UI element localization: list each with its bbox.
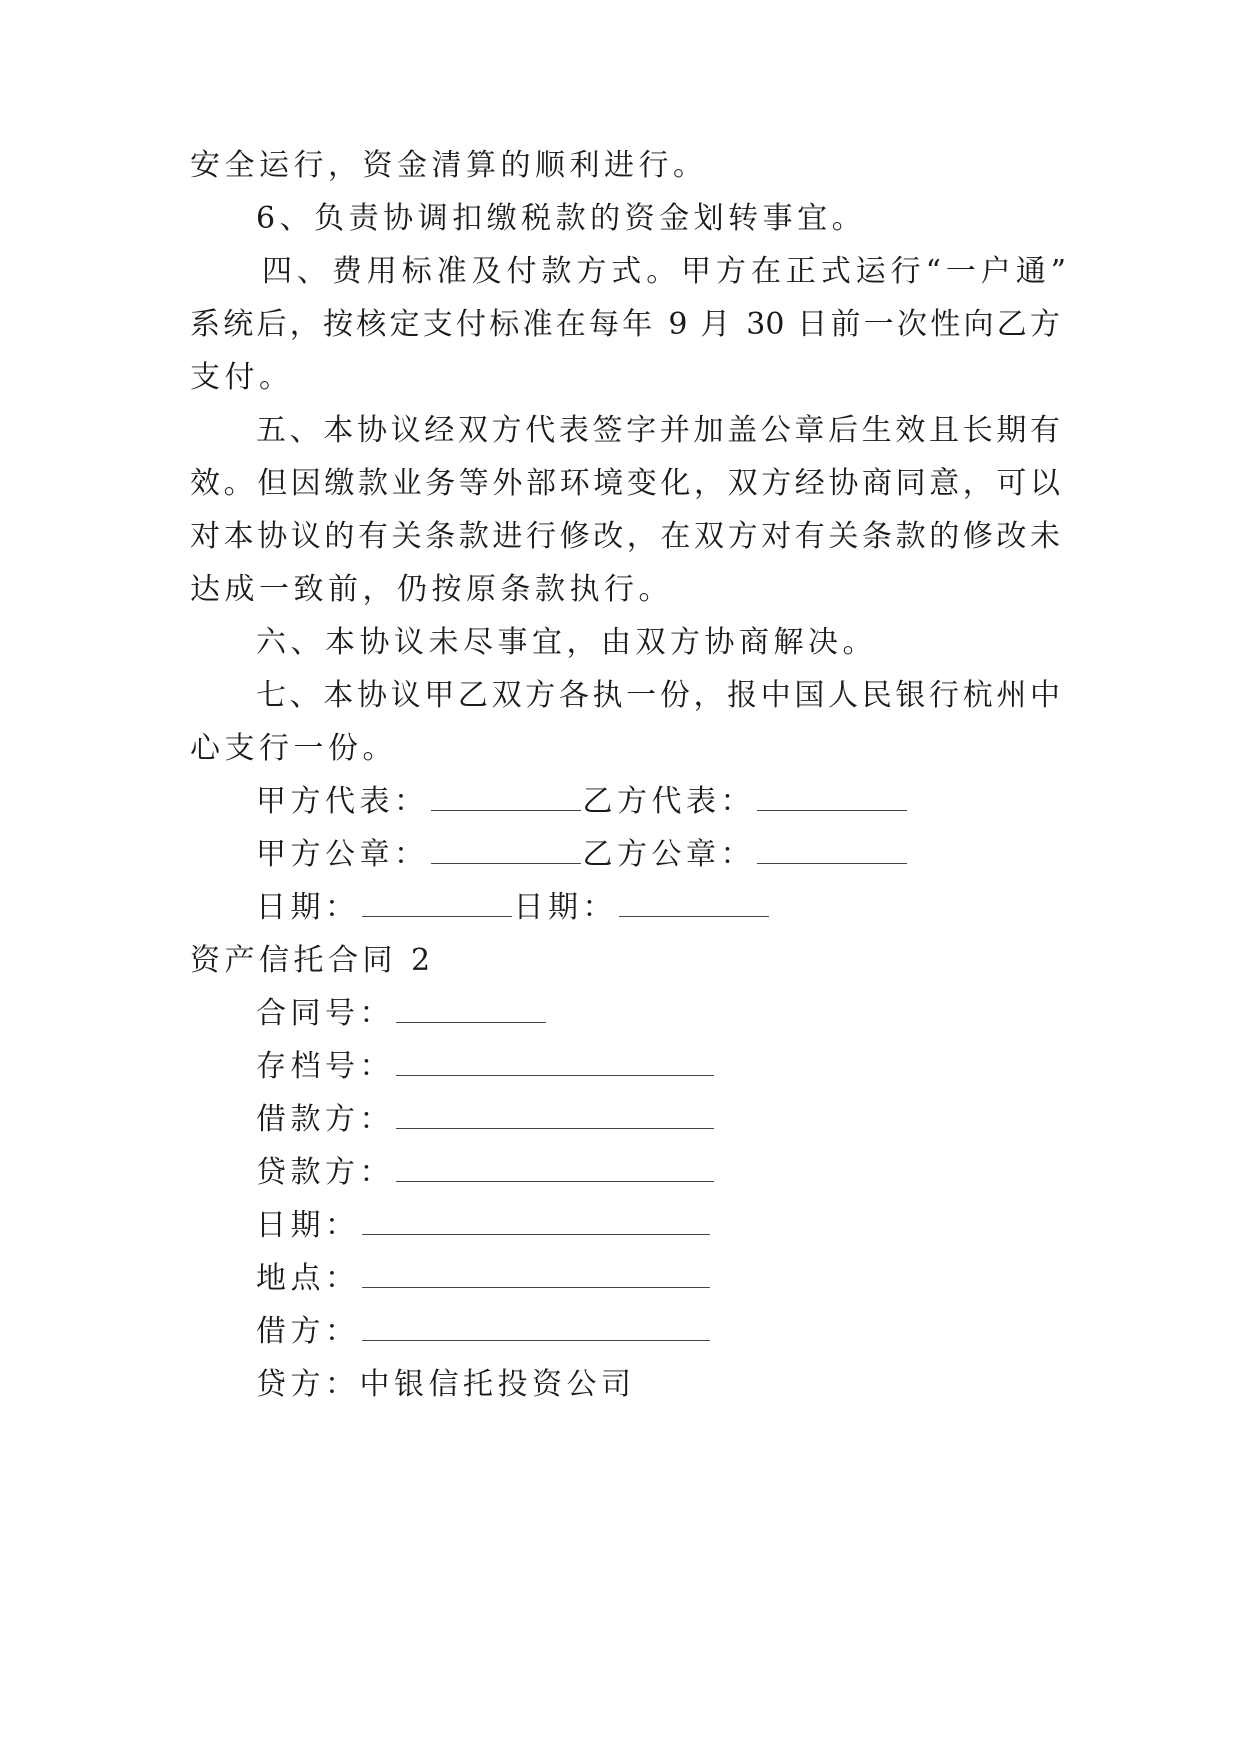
date-label: 日期： [256, 1208, 360, 1243]
borrower-party-row [256, 1100, 716, 1140]
borrower-row [256, 1312, 712, 1352]
lender-label: 贷方： [256, 1367, 360, 1402]
party-b-seal-label: 乙方公章： [582, 837, 755, 872]
lender-party-label: 贷款方： [256, 1155, 394, 1190]
archive-no-blank[interactable] [396, 1051, 714, 1076]
date-a-label: 日期： [256, 890, 360, 925]
signature-row-dates [256, 888, 771, 928]
lender-party-blank[interactable] [396, 1157, 714, 1182]
paragraph-line: 系统后，按核定支付标准在每年 9 月 30 日前一次性向乙方 [190, 307, 1060, 342]
paragraph-line: 对本协议的有关条款进行修改，在双方对有关条款的修改未 [190, 519, 1060, 554]
paragraph-line: 四、费用标准及付款方式。甲方在正式运行“一户通” [262, 254, 1066, 289]
signature-row-reps [256, 782, 909, 822]
party-a-rep-label: 甲方代表： [256, 784, 429, 819]
borrower-party-blank[interactable] [396, 1104, 714, 1129]
party-a-seal-blank[interactable] [431, 839, 581, 864]
borrower-blank[interactable] [362, 1316, 710, 1341]
lender-value: 中银信托投资公司 [359, 1367, 636, 1402]
borrower-label: 借方： [256, 1314, 360, 1349]
signature-row-seals [256, 835, 909, 875]
date-b-blank[interactable] [619, 892, 769, 917]
archive-no-label: 存档号： [256, 1049, 394, 1084]
party-b-rep-label: 乙方代表： [582, 784, 755, 819]
party-b-rep-blank[interactable] [757, 786, 907, 811]
paragraph-line: 五、本协议经双方代表签字并加盖公章后生效且长期有 [256, 413, 1060, 448]
date-b-label: 日期： [513, 890, 617, 925]
lender-party-row [256, 1153, 716, 1193]
paragraph-line: 心支行一份。 [190, 731, 397, 766]
paragraph-line: 效。但因缴款业务等外部环境变化，双方经协商同意，可以 [190, 466, 1060, 501]
paragraph-line: 6、负责协调扣缴税款的资金划转事宜。 [256, 201, 867, 236]
place-blank[interactable] [362, 1263, 710, 1288]
paragraph-line: 六、本协议未尽事宜，由双方协商解决。 [256, 625, 877, 660]
contract-no-label: 合同号： [256, 996, 394, 1031]
contract-title: 资产信托合同 2 [190, 943, 435, 978]
place-row [256, 1259, 712, 1299]
place-label: 地点： [256, 1261, 360, 1296]
date-a-blank[interactable] [362, 892, 512, 917]
contract-no-blank[interactable] [396, 998, 546, 1023]
party-a-rep-blank[interactable] [431, 786, 581, 811]
party-a-seal-label: 甲方公章： [256, 837, 429, 872]
archive-no-row [256, 1047, 716, 1087]
lender-row [256, 1365, 636, 1405]
contract-no-row [256, 994, 548, 1034]
paragraph-line: 七、本协议甲乙双方各执一份，报中国人民银行杭州中 [256, 678, 1060, 713]
borrower-party-label: 借款方： [256, 1102, 394, 1137]
paragraph-line: 达成一致前，仍按原条款执行。 [190, 572, 673, 607]
paragraph-line: 安全运行，资金清算的顺利进行。 [190, 148, 708, 183]
party-b-seal-blank[interactable] [757, 839, 907, 864]
date-row [256, 1206, 712, 1246]
paragraph-line: 支付。 [190, 360, 294, 395]
date-blank[interactable] [362, 1210, 710, 1235]
